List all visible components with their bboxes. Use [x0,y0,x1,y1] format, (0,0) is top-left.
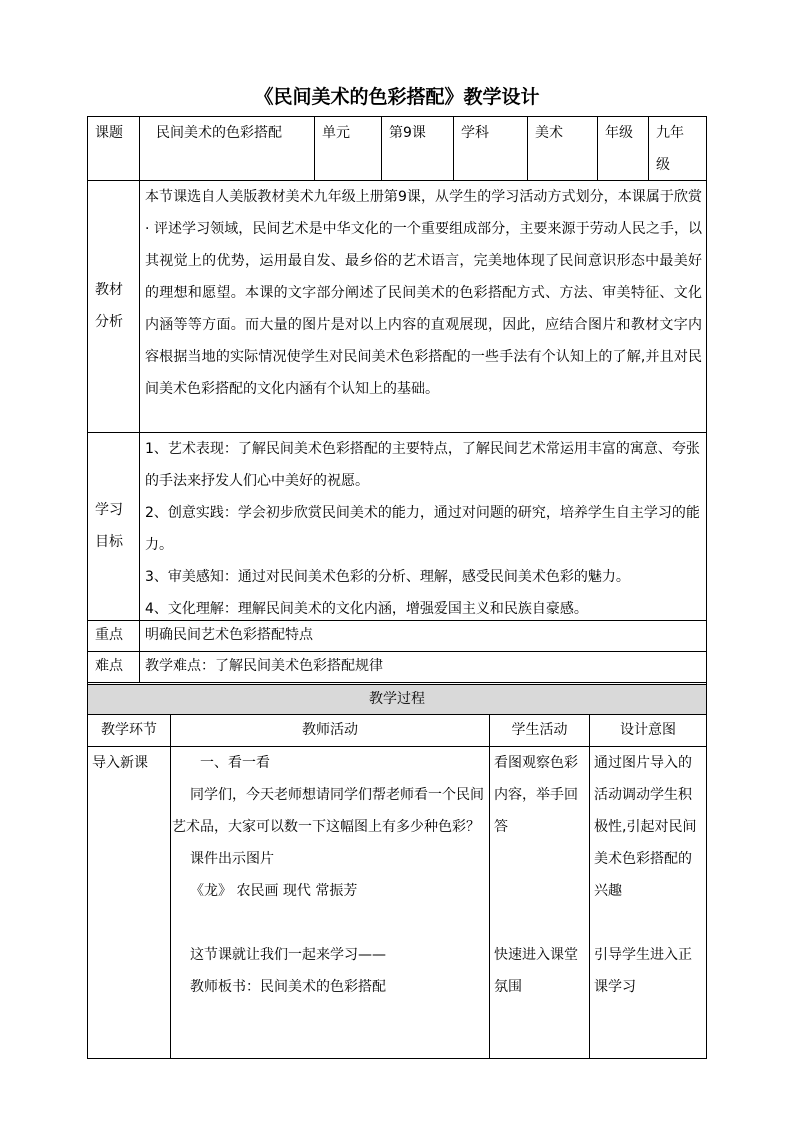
subject-label: 学科 [461,125,489,141]
objective-item: 3、审美感知：通过对民间美术色彩的分析、理解，感受民间美术色彩的魅力。 [145,569,630,585]
student-line: 看图观察色彩内容，举手回答 [494,755,578,835]
teacher-line: 同学们，今天老师想请同学们帮老师看一个民间艺术品，大家可以数一下这幅图上有多少种色彩？ [172,787,484,835]
grade-value: 九年级 [656,125,684,173]
unit-value: 第9课 [389,125,426,141]
teacher-activity [172,747,486,1003]
objectives-list [140,433,706,620]
unit-label: 单元 [322,125,350,141]
analysis-paragraph: 本节课选自人美版教材美术九年级上册第9课，从学生的学习活动方式划分，本课属于欣赏· 评述学习领域，民间艺术是中华文化的一个重要组成部分，主要来源于劳动人民之手，以其视觉上的优势，运用最自发、最乡俗的艺术语言，完美地体现了民间意识形态中最美好的理想和愿望。本课的文字部分阐述了民间美术的色彩搭配方式、方法、审美特征、文化内涵等等方面。而大量的图片是对以上内容的直观展现，因此，应结合图片和教材文字内容根据当地的实际情况使学生对民间美术色彩搭配的一些手法有个认知上的了解,并且对民间美术色彩搭配的文化内涵有个认知上的基础。 [145,189,702,397]
table-border [589,714,590,1059]
difficulty-text: 教学难点：了解民间美术色彩搭配规律 [145,658,383,674]
key-point-label: 重点 [95,627,123,643]
table-border [170,714,171,1059]
objectives-label: 学习目标 [95,502,123,550]
column-header-intent: 设计意图 [620,722,676,738]
teacher-line: 这节课就让我们一起来学习—— [190,947,386,963]
stage-cell: 导入新课 [92,755,148,771]
subject-value: 美术 [535,125,563,141]
topic-label: 课题 [95,125,123,141]
table-border [706,116,707,1059]
objective-item: 1、艺术表现：了解民间美术色彩搭配的主要特点，了解民间艺术常运用丰富的寓意、夸张的手法来抒发人们心中美好的祝愿。 [145,441,700,489]
topic-value: 民间美术的色彩搭配 [156,125,282,141]
column-header-teacher: 教师活动 [302,722,358,738]
student-activity [494,747,586,1003]
page-title: 《民间美术的色彩搭配》教学设计 [254,86,540,108]
difficulty-label: 难点 [95,658,123,674]
analysis-text [140,181,706,432]
analysis-label: 教材分析 [95,282,123,330]
table-border [87,682,707,683]
teacher-line: 教师板书：民间美术的色彩搭配 [190,979,386,995]
column-header-stage: 教学环节 [101,722,157,738]
objective-item: 4、文化理解：理解民间美术的文化内涵，增强爱国主义和民族自豪感。 [145,601,588,617]
table-border [87,1058,707,1059]
table-border [489,714,490,1059]
grade-label: 年级 [605,125,633,141]
intent-line: 引导学生进入正课学习 [594,947,692,995]
teacher-line: 一、看一看 [200,755,270,771]
student-line: 快速进入课堂氛围 [494,947,578,995]
teacher-line: 课件出示图片 [190,851,274,867]
table-border [87,116,88,1059]
key-point-text: 明确民间艺术色彩搭配特点 [145,627,313,643]
design-intent [594,747,704,1003]
process-title: 教学过程 [88,685,706,714]
intent-line: 通过图片导入的活动调动学生积极性,引起对民间美术色彩搭配的兴趣 [594,755,697,899]
teacher-line: 《龙》 农民画 现代 常振芳 [190,883,358,899]
objective-item: 2、创意实践：学会初步欣赏民间美术的能力，通过对问题的研究，培养学生自主学习的能力。 [145,505,700,553]
column-header-student: 学生活动 [511,722,568,738]
